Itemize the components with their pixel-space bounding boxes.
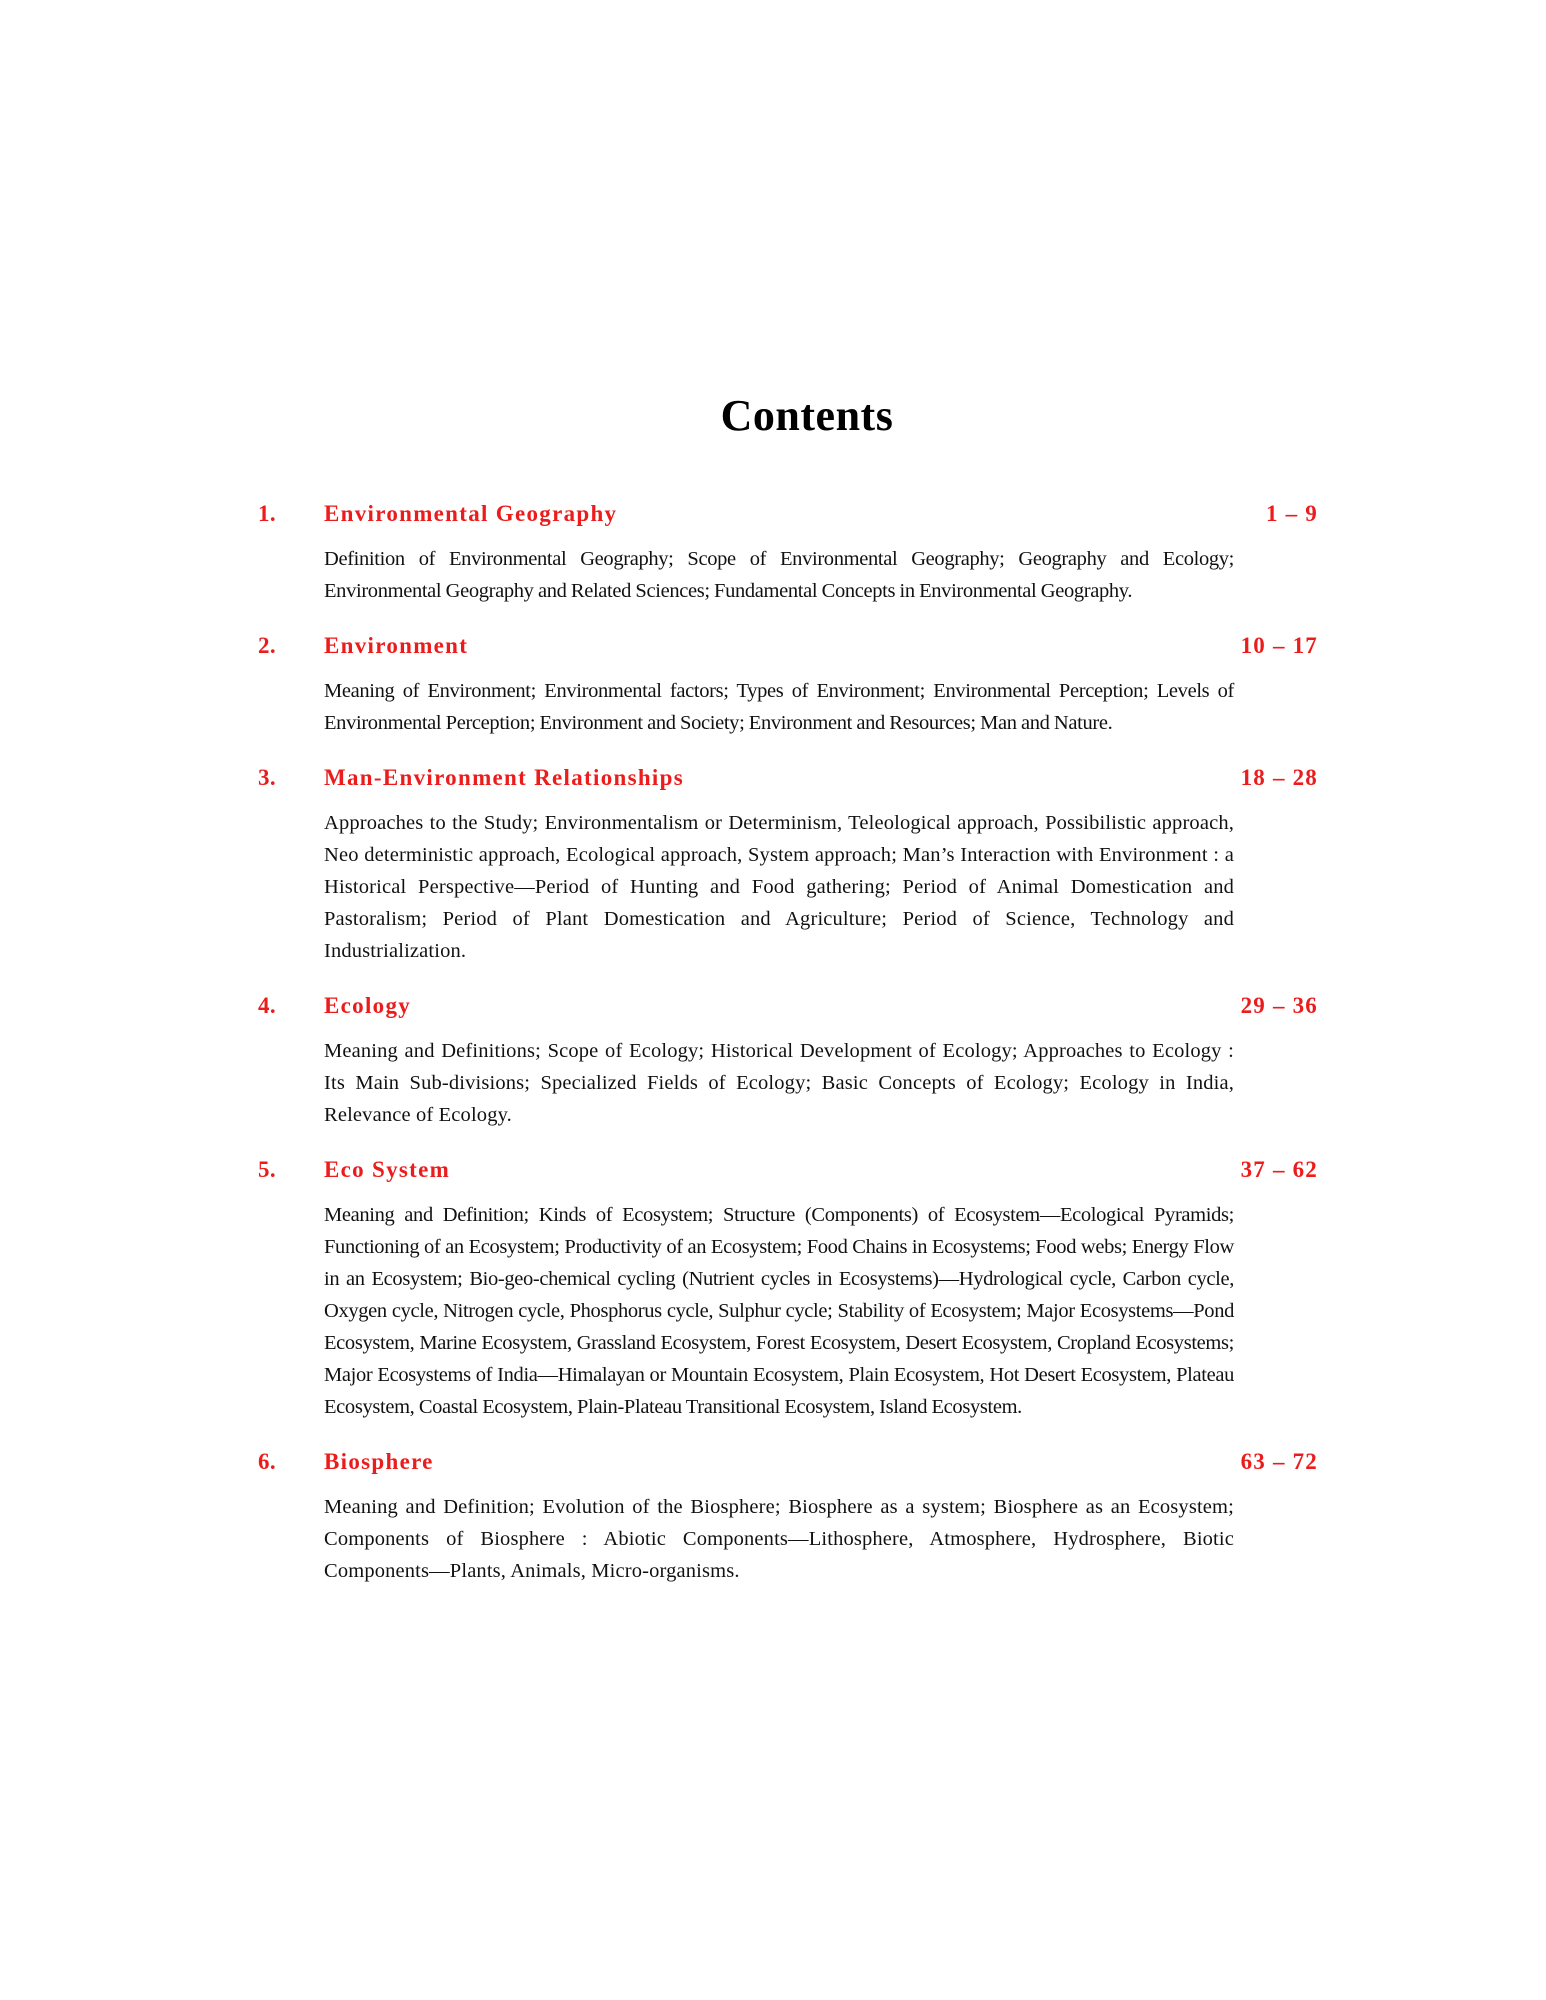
- toc-entry-6-number: 6.: [258, 1449, 277, 1474]
- toc-entry-5-title[interactable]: Eco System: [324, 1157, 451, 1182]
- toc-entry-6-header[interactable]: [258, 1449, 1318, 1481]
- toc-entry-6-description: Meaning and Definition; Evolution of the Biosphere; Biosphere as a system; Biosphere as an Ecosystem; Components of Biosphere : Abiotic Components—Lithosphere, Atmosphere, Hydrosphere, Biotic Components—Plants, Animals, Micro-organisms.: [324, 1496, 1234, 1582]
- toc-entry-5-number: 5.: [258, 1157, 277, 1182]
- toc-entry-3-header[interactable]: [258, 765, 1318, 797]
- toc-entry-1-title[interactable]: Environmental Geography: [324, 501, 618, 526]
- toc-entry-5-description: Meaning and Definition; Kinds of Ecosystem; Structure (Components) of Ecosystem—Ecological Pyramids; Functioning of an Ecosystem; Productivity of an Ecosystem; Food Chains in Ecosystems; Food webs; Energy Flow in an Ecosystem; Bio-geo-chemical cycling (Nutrient cycles in Ecosystems)—Hydrological cycle, Carbon cycle, Oxygen cycle, Nitrogen cycle, Phosphorus cycle, Sulphur cycle; Stability of Ecosystem; Major Ecosystems—Pond Ecosystem, Marine Ecosystem, Grassland Ecosystem, Forest Ecosystem, Desert Ecosystem, Cropland Ecosystems; Major Ecosystems of India—Himalayan or Mountain Ecosystem, Plain Ecosystem, Hot Desert Ecosystem, Plateau Ecosystem, Coastal Ecosystem, Plain-Plateau Transitional Ecosystem, Island Ecosystem.: [324, 1204, 1234, 1418]
- toc-entry-5: [258, 1157, 1318, 1423]
- toc-content: [258, 390, 1318, 1613]
- toc-entry-3: [258, 765, 1318, 967]
- toc-entry-1-header[interactable]: [258, 501, 1318, 533]
- toc-entry-4-pages: 29 – 36: [1240, 993, 1318, 1018]
- toc-entry-1-number: 1.: [258, 501, 277, 526]
- toc-entry-3-description: Approaches to the Study; Environmentalism or Determinism, Teleological approach, Possibilistic approach, Neo deterministic approach, Ecological approach, System approach; Man’s Interaction with Environment : a Historical Perspective—Period of Hunting and Food gathering; Period of Animal Domestication and Pastoralism; Period of Plant Domestication and Agriculture; Period of Science, Technology and Industrialization.: [324, 812, 1234, 962]
- toc-entry-6-title[interactable]: Biosphere: [324, 1449, 434, 1474]
- toc-entry-1-pages: 1 – 9: [1266, 501, 1318, 526]
- toc-entry-2-number: 2.: [258, 633, 277, 658]
- toc-entry-4-description: Meaning and Definitions; Scope of Ecology; Historical Development of Ecology; Approaches to Ecology : Its Main Sub-divisions; Specialized Fields of Ecology; Basic Concepts of Ecology; Ecology in India, Relevance of Ecology.: [324, 1040, 1234, 1126]
- toc-entry-3-pages: 18 – 28: [1240, 765, 1318, 790]
- toc-entry-2: [258, 633, 1318, 739]
- toc-entry-1-description: Definition of Environmental Geography; Scope of Environmental Geography; Geography and Ecology; Environmental Geography and Related Sciences; Fundamental Concepts in Environmental Geography.: [324, 548, 1234, 602]
- toc-entry-6-pages: 63 – 72: [1240, 1449, 1318, 1474]
- toc-entry-4-number: 4.: [258, 993, 277, 1018]
- toc-entry-2-title[interactable]: Environment: [324, 633, 469, 658]
- toc-entry-6: [258, 1449, 1318, 1587]
- toc-entry-1: [258, 501, 1318, 607]
- toc-entry-2-description: Meaning of Environment; Environmental factors; Types of Environment; Environmental Perception; Levels of Environmental Perception; Environment and Society; Environment and Resources; Man and Nature.: [324, 680, 1234, 734]
- toc-entry-4-header[interactable]: [258, 993, 1318, 1025]
- toc-entry-3-title[interactable]: Man-Environment Relationships: [324, 765, 684, 790]
- toc-entry-5-pages: 37 – 62: [1240, 1157, 1318, 1182]
- toc-entry-2-header[interactable]: [258, 633, 1318, 665]
- toc-entry-2-pages: 10 – 17: [1240, 633, 1318, 658]
- toc-entry-4: [258, 993, 1318, 1131]
- toc-entry-4-title[interactable]: Ecology: [324, 993, 412, 1018]
- toc-entry-3-number: 3.: [258, 765, 277, 790]
- page-title: Contents: [720, 391, 894, 440]
- toc-entry-5-header[interactable]: [258, 1157, 1318, 1189]
